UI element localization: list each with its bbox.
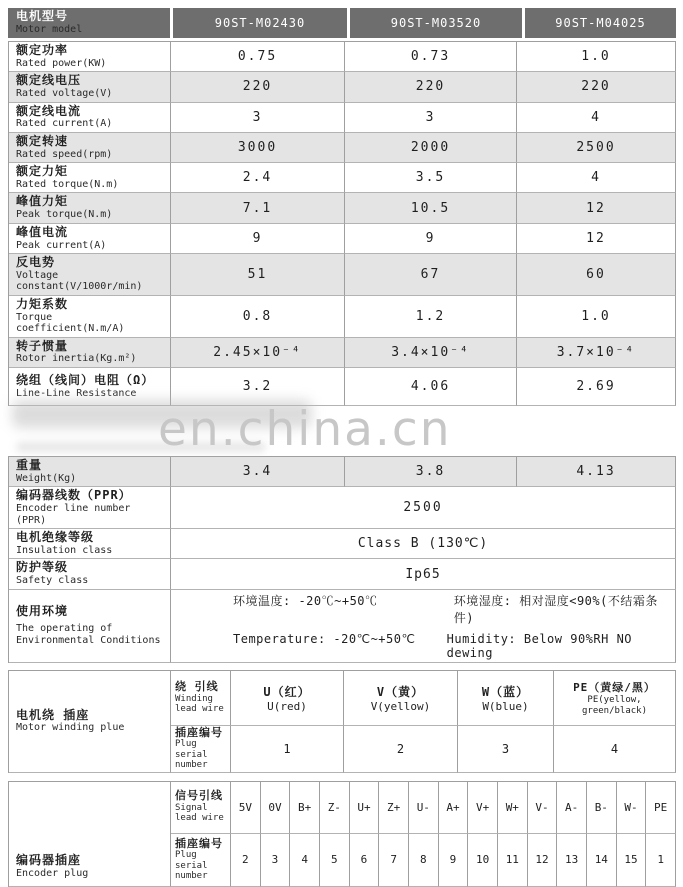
spec-label	[9, 487, 171, 529]
label-en: Torque coefficient(N.m/A)	[16, 311, 125, 335]
spec-row-rated-power	[8, 42, 676, 72]
encoder-signal: U+	[350, 782, 380, 834]
label-en: Peak torque(N.m)	[16, 209, 113, 221]
label-zh: 重量	[16, 457, 43, 472]
label-zh: 插座编号	[175, 836, 223, 850]
table-header	[8, 8, 676, 38]
encoder-plug-number: 9	[439, 834, 469, 887]
encoder-plug-number: 4	[290, 834, 320, 887]
spec-value: 9	[345, 224, 517, 254]
label-en: Rated speed(rpm)	[16, 148, 113, 160]
label-zh: 编码器线数（PPR）	[16, 488, 132, 503]
spec-value: 3	[345, 103, 517, 133]
label-zh: 峰值电流	[16, 224, 69, 239]
encoder-plug-number: 11	[498, 834, 528, 887]
environment-values	[171, 590, 676, 663]
spec-value: 3	[171, 103, 345, 133]
label-zh: 反电势	[16, 255, 56, 270]
spec-row-rated-speed	[8, 133, 676, 163]
encoder-signal: 0V	[261, 782, 291, 834]
spec-value: 3000	[171, 133, 345, 163]
label-en: Line-Line Resistance	[16, 387, 137, 399]
spec-row-peak-torque	[8, 193, 676, 223]
encoder-signal: PE	[646, 782, 676, 834]
spec-value: 10.5	[345, 193, 517, 223]
winding-plug-number: 4	[554, 726, 676, 773]
env-humidity-zh: 环境湿度: 相对湿度<90%(不结霜条件)	[453, 593, 658, 625]
label-en: Weight(Kg)	[16, 472, 77, 484]
lead-en: U(red)	[267, 699, 307, 713]
row-safety-class	[8, 559, 676, 589]
encoder-plug-number: 5	[320, 834, 350, 887]
row-insulation-class	[8, 529, 676, 559]
label-en: Insulation class	[16, 544, 113, 556]
encoder-signal: V-	[528, 782, 558, 834]
encoder-section-label	[9, 782, 171, 887]
label-zh: 转子惯量	[16, 338, 69, 353]
spec-value: 60	[517, 254, 676, 296]
watermark-text: en.china.cn	[158, 401, 452, 457]
spec-value: 1.2	[345, 296, 517, 338]
label-en: Safety class	[16, 575, 89, 587]
label-zh: 额定线电压	[16, 73, 82, 88]
label-en: Rated torque(N.m)	[16, 178, 119, 190]
header-label-en: Motor model	[16, 24, 83, 36]
spec-value: 4	[517, 103, 676, 133]
spec-label	[9, 338, 171, 368]
encoder-signal: U-	[409, 782, 439, 834]
motor-winding-plug-section	[8, 670, 676, 773]
spec-value: 1.0	[517, 296, 676, 338]
encoder-plug-number: 13	[557, 834, 587, 887]
encoder-signal: A-	[557, 782, 587, 834]
label-en: Rated current(A)	[16, 118, 113, 130]
label-en: Environmental Conditions	[16, 634, 161, 646]
spec-value: 0.73	[345, 42, 517, 72]
encoder-signal: B-	[587, 782, 617, 834]
encoder-signal: B+	[290, 782, 320, 834]
encoder-plug-number: 6	[350, 834, 380, 887]
spec-value: 2.45×10⁻⁴	[171, 338, 345, 368]
spec-value: 9	[171, 224, 345, 254]
spec-value: 3.8	[345, 457, 517, 487]
encoder-plug-number: 8	[409, 834, 439, 887]
winding-lead-w	[458, 671, 554, 726]
label-en: Signal lead wire	[175, 803, 224, 824]
lead-en: PE(yellow, green/black)	[581, 694, 648, 716]
spec-label	[9, 103, 171, 133]
spec-value: 220	[171, 72, 345, 102]
encoder-plug-number: 14	[587, 834, 617, 887]
spec-value: 3.2	[171, 368, 345, 406]
spec-label	[9, 72, 171, 102]
label-zh: 额定功率	[16, 43, 69, 57]
label-zh: 编码器插座	[16, 853, 82, 868]
row-encoder-line-number	[8, 487, 676, 529]
header-motor-model-cell	[8, 8, 170, 38]
winding-lead-wire-label	[171, 671, 231, 726]
winding-plug-number: 1	[231, 726, 344, 773]
env-temp-zh: 环境温度: -20℃~+50℃	[233, 593, 378, 608]
encoder-plug-section	[8, 781, 676, 887]
encoder-plug-number: 15	[617, 834, 647, 887]
spec-label	[9, 457, 171, 487]
label-zh: 使用环境	[16, 604, 69, 619]
winding-lead-u	[231, 671, 344, 726]
label-zh: 电机绕 插座	[16, 707, 90, 722]
label-zh: 力矩系数	[16, 296, 69, 311]
spec-label	[9, 163, 171, 193]
encoder-signal: A+	[439, 782, 469, 834]
spec-row-torque-coefficient	[8, 296, 676, 338]
spec-label	[9, 529, 171, 559]
env-temp-en: Temperature: -20℃~+50℃	[233, 631, 416, 646]
label-en: Rated voltage(V)	[16, 88, 113, 100]
encoder-plug-number: 7	[379, 834, 409, 887]
encoder-plug-serial-label	[171, 834, 231, 887]
spec-value: 2.4	[171, 163, 345, 193]
label-en: Encoder line number (PPR)	[16, 503, 131, 526]
spec-value: 4.13	[517, 457, 676, 487]
lead-zh: U（红）	[263, 684, 311, 699]
spec-value: 3.7×10⁻⁴	[517, 338, 676, 368]
encoder-signal: W-	[617, 782, 647, 834]
environment-line-en	[233, 632, 671, 660]
label-zh: 防护等级	[16, 560, 69, 575]
winding-section-label	[9, 671, 171, 773]
spec-row-weight	[8, 456, 676, 487]
label-en: Rotor inertia(Kg.m²)	[16, 353, 137, 365]
lead-en: V(yellow)	[370, 699, 431, 713]
spec-value: 12	[517, 193, 676, 223]
encoder-signal: Z-	[320, 782, 350, 834]
spec-label	[9, 590, 171, 663]
section-gap	[8, 773, 676, 781]
spec-value: 0.75	[171, 42, 345, 72]
header-model-3: 90ST-M04025	[525, 8, 676, 38]
watermark-band	[8, 401, 676, 457]
spec-value: 4.06	[345, 368, 517, 406]
encoder-signal: V+	[468, 782, 498, 834]
spec-row-rated-voltage	[8, 72, 676, 102]
label-zh: 额定转速	[16, 133, 69, 148]
winding-plug-serial-label	[171, 726, 231, 773]
label-en: Peak current(A)	[16, 239, 107, 251]
spec-table	[8, 8, 676, 887]
lead-zh: PE（黄绿/黑）	[573, 680, 656, 694]
spec-value: 3.4×10⁻⁴	[345, 338, 517, 368]
spec-value: 2500	[517, 133, 676, 163]
lead-en: W(blue)	[482, 699, 529, 713]
label-zh: 额定线电流	[16, 103, 82, 118]
environment-line-zh	[233, 592, 671, 626]
label-zh: 插座编号	[175, 725, 223, 739]
label-zh: 信号引线	[175, 789, 223, 803]
spec-value: 0.8	[171, 296, 345, 338]
env-humidity-en: Humidity: Below 90%RH NO dewing	[446, 631, 633, 660]
header-model-2: 90ST-M03520	[350, 8, 522, 38]
spec-value: 220	[345, 72, 517, 102]
spec-value: 4	[517, 163, 676, 193]
row-environment	[8, 590, 676, 663]
label-en: Plug serial number	[175, 850, 208, 882]
spec-label	[9, 193, 171, 223]
encoder-plug-number: 3	[261, 834, 291, 887]
winding-lead-pe	[554, 671, 676, 726]
spec-label	[9, 224, 171, 254]
encoder-signal: 5V	[231, 782, 261, 834]
spec-value: 2.69	[517, 368, 676, 406]
spec-label	[9, 133, 171, 163]
label-en: Winding lead wire	[175, 693, 224, 714]
spec-value: 3.5	[345, 163, 517, 193]
spec-row-rated-torque	[8, 163, 676, 193]
spec-row-rated-current	[8, 103, 676, 133]
spec-value: 1.0	[517, 42, 676, 72]
winding-plug-number: 3	[458, 726, 554, 773]
encoder-plug-number: 12	[528, 834, 558, 887]
spec-value: 220	[517, 72, 676, 102]
encoder-plug-number: 1	[646, 834, 676, 887]
label-zh: 绕 引线	[175, 679, 219, 693]
spec-value: 7.1	[171, 193, 345, 223]
label-en: Rated power(KW)	[16, 57, 107, 69]
spec-row-peak-current	[8, 224, 676, 254]
label-en: The operating of	[16, 623, 113, 635]
section-gap	[8, 663, 676, 670]
encoder-signal-label	[171, 782, 231, 834]
label-en: Plug serial number	[175, 739, 208, 771]
spec-row-voltage-constant	[8, 254, 676, 296]
winding-lead-v	[344, 671, 458, 726]
label-zh: 绕组（线间）电阻（Ω）	[16, 372, 155, 387]
spec-value: 51	[171, 254, 345, 296]
lead-zh: W（蓝）	[481, 684, 530, 699]
spec-label	[9, 42, 171, 72]
header-model-1: 90ST-M02430	[173, 8, 347, 38]
spec-label	[9, 296, 171, 338]
lead-zh: V（黄）	[376, 684, 425, 699]
winding-plug-number: 2	[344, 726, 458, 773]
spec-value: 3.4	[171, 457, 345, 487]
spec-value: 12	[517, 224, 676, 254]
label-zh: 额定力矩	[16, 164, 69, 179]
spec-rows	[8, 41, 676, 663]
spec-value: 2500	[171, 487, 676, 529]
spec-value: 67	[345, 254, 517, 296]
spec-row-rotor-inertia	[8, 338, 676, 368]
encoder-plug-number: 2	[231, 834, 261, 887]
spec-value: Class B (130℃)	[171, 529, 676, 559]
label-en: Voltage constant(V/1000r/min)	[16, 269, 143, 293]
label-zh: 电机绝缘等级	[16, 530, 95, 545]
spec-value: 2000	[345, 133, 517, 163]
header-label-zh: 电机型号	[16, 9, 69, 24]
label-en: Encoder plug	[16, 868, 89, 880]
encoder-plug-number: 10	[468, 834, 498, 887]
spec-value: Ip65	[171, 559, 676, 589]
encoder-signal: W+	[498, 782, 528, 834]
spec-label	[9, 559, 171, 589]
encoder-signal: Z+	[379, 782, 409, 834]
label-zh: 峰值力矩	[16, 194, 69, 209]
spec-label	[9, 254, 171, 296]
label-en: Motor winding plue	[16, 722, 125, 734]
